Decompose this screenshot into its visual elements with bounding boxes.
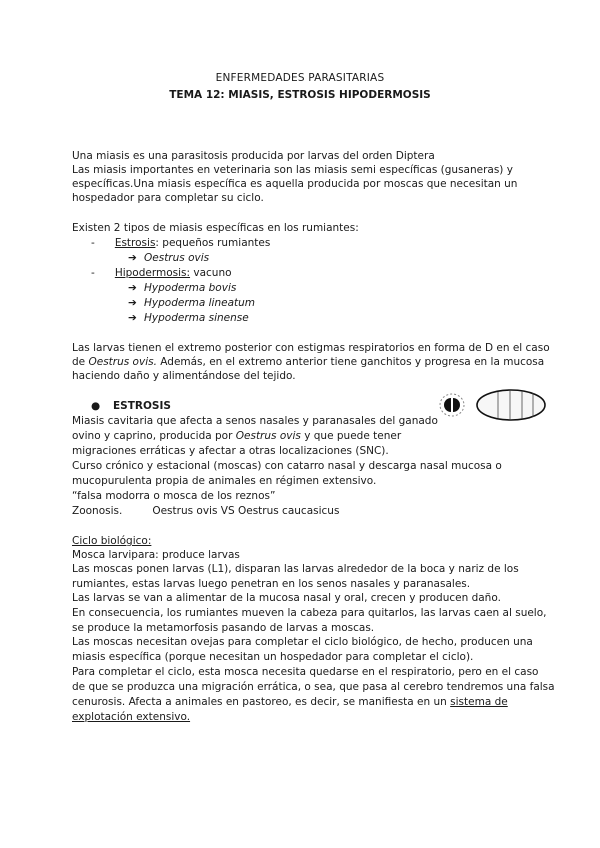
hipodermosis-item — [91, 267, 232, 280]
cycle-line-6: se produce la metamorfosis pasando de larvas a moscas. — [72, 622, 375, 634]
estrosis-item — [91, 237, 270, 250]
hypoderma-item — [128, 282, 236, 295]
intro-line-3: específicas.Una miasis específica es aquella producida por moscas que necesitan un — [72, 178, 518, 190]
arrow-icon: ➔ — [128, 312, 137, 324]
cycle-line-5: En consecuencia, los rumiantes mueven la cabeza para quitarlos, las larvas caen al suelo, — [72, 607, 547, 619]
estrosis-line-3: migraciones erráticas y afectar a otras localizaciones (SNC). — [72, 445, 389, 457]
cycle-line-8: miasis específica (porque necesitan un hospedador para completar el ciclo). — [72, 651, 474, 663]
cycle-line-2: Las moscas ponen larvas (L1), disparan las larvas alrededor de la boca y nariz de los — [72, 563, 519, 575]
estrosis-line-1: Miasis cavitaria que afecta a senos nasales y paranasales del ganado — [72, 415, 438, 427]
text-span: Zoonosis. — [72, 505, 123, 517]
heading-text: ESTROSIS — [113, 400, 171, 412]
arrow-icon: ➔ — [128, 252, 137, 264]
estrosis-term: Estrosis — [114, 237, 156, 249]
estrosis-species-item — [128, 252, 209, 265]
intro-line-4: hospedador para completar su ciclo. — [72, 192, 264, 204]
cycle-line-3: rumiantes, estas larvas luego penetran en los senos nasales y paranasales. — [72, 578, 471, 590]
cycle-line-4: Las larvas se van a alimentar de la mucosa nasal y oral, crecen y producen daño. — [72, 592, 501, 604]
estrosis-heading — [91, 400, 171, 413]
topic-title: TEMA 12: MIASIS, ESTROSIS HIPODERMOSIS — [169, 89, 431, 101]
species-name: Oestrus ovis. — [88, 356, 157, 368]
text-span: ovino y caprino, producida por — [72, 430, 236, 442]
cycle-heading: Ciclo biológico: — [72, 535, 152, 547]
spiracle-right — [453, 398, 460, 412]
estrosis-line-7 — [72, 505, 339, 518]
species-name: Oestrus ovis — [144, 252, 210, 264]
dash-bullet: - — [91, 267, 115, 279]
estrosis-line-6: “falsa modorra o mosca de los reznos” — [72, 490, 276, 502]
estrosis-line-2 — [72, 430, 401, 443]
intro-line-1: Una miasis es una parasitosis producida por larvas del orden Diptera — [72, 150, 435, 162]
estrosis-line-4: Curso crónico y estacional (moscas) con catarro nasal y descarga nasal mucosa o — [72, 460, 502, 472]
text-span: Además, en el extremo anterior tiene ganchitos y progresa en la mucosa — [156, 356, 545, 368]
larvae-line-1: Las larvas tienen el extremo posterior con estigmas respiratorios en forma de D en el caso — [72, 342, 550, 354]
dash-bullet: - — [91, 237, 115, 249]
underlined-term: sistema de — [450, 696, 508, 708]
larvae-line-3: haciendo daño y alimentándose del tejido. — [72, 370, 296, 382]
species-name: Hypoderma lineatum — [144, 297, 256, 309]
intro-line-2: Las miasis importantes en veterinaria son las miasis semi específicas (gusaneras) y — [72, 164, 513, 176]
bullet-icon: ● — [91, 400, 101, 412]
cycle-line-12: explotación extensivo. — [72, 711, 191, 723]
hypoderma-item — [128, 297, 255, 310]
text-span: y que puede tener — [300, 430, 402, 442]
spiracle-outline — [440, 394, 464, 416]
estrosis-desc: : pequeños rumiantes — [155, 237, 271, 249]
cycle-line-10: de que se produzca una migración errática, o sea, que pasa al cerebro tendremos una falsa — [72, 681, 555, 693]
spiracle-left — [444, 398, 451, 412]
species-name: Hypoderma bovis — [144, 282, 237, 294]
text-span: de — [72, 356, 89, 368]
cycle-line-7: Las moscas necesitan ovejas para completar el ciclo biológico, de hecho, producen una — [72, 636, 533, 648]
hypoderma-item — [128, 312, 249, 325]
types-intro: Existen 2 tipos de miasis específicas en los rumiantes: — [72, 222, 359, 234]
text-span: Oestrus ovis VS Oestrus caucasicus — [152, 505, 340, 517]
arrow-icon: ➔ — [128, 297, 137, 309]
larvae-line-2 — [72, 356, 544, 369]
larva-body — [477, 390, 545, 420]
cycle-line-1: Mosca larvipara: produce larvas — [72, 549, 240, 561]
arrow-icon: ➔ — [128, 282, 137, 294]
species-name: Hypoderma sinense — [144, 312, 249, 324]
cycle-line-11 — [72, 696, 508, 709]
estrosis-line-5: mucopurulenta propia de animales en régimen extensivo. — [72, 475, 377, 487]
text-span: cenurosis. Afecta a animales en pastoreo, es decir, se manifiesta en un — [72, 696, 451, 708]
species-name: Oestrus ovis — [235, 430, 301, 442]
course-title: ENFERMEDADES PARASITARIAS — [215, 72, 385, 84]
larva-spiracle-figure — [438, 388, 548, 422]
hipodermosis-desc: vacuno — [190, 267, 232, 279]
cycle-line-9: Para completar el ciclo, esta mosca necesita quedarse en el respiratorio, pero en el caso — [72, 666, 539, 678]
hipodermosis-term: Hipodermosis: — [114, 267, 191, 279]
